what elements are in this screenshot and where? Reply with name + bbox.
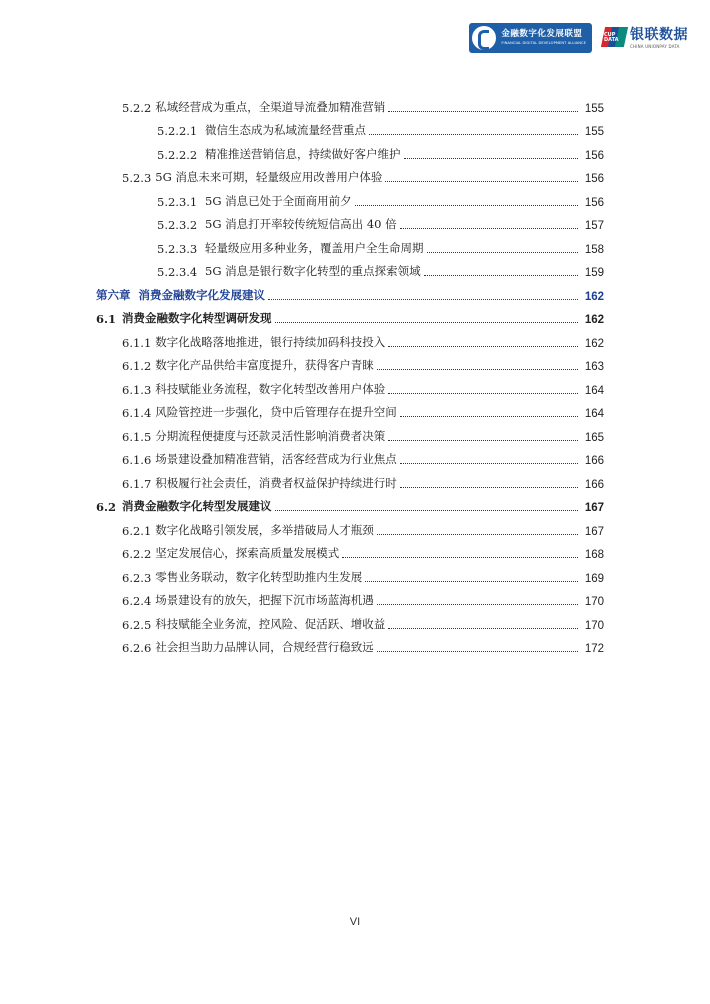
toc-entry-5-2-3[interactable] xyxy=(92,162,604,186)
fdda-logo-name: 金融数字化发展联盟 xyxy=(501,29,583,40)
toc-leader xyxy=(355,205,578,206)
fdda-logo-sub: FINANCIAL DIGITAL DEVELOPMENT ALLIANCE xyxy=(501,40,586,45)
toc-title: 消费金融数字化发展建议 xyxy=(138,287,265,302)
toc-title: 数字化战略落地推进，银行持续加码科技投入 xyxy=(155,334,386,349)
toc-leader xyxy=(400,416,578,417)
toc-title: 风险管控进一步强化，贷中后管理存在提升空间 xyxy=(155,405,397,419)
toc-number: 6.1.4 xyxy=(122,406,152,420)
toc-page: 164 xyxy=(584,408,604,420)
toc-leader xyxy=(388,111,578,112)
toc-leader xyxy=(388,440,578,441)
toc-number: 5.2.3 xyxy=(122,171,152,185)
toc-leader xyxy=(400,463,578,464)
toc-page: 168 xyxy=(584,549,604,561)
toc-page: 165 xyxy=(584,431,604,444)
toc-title: 数字化战略引领发展，多举措破局人才瓶颈 xyxy=(155,522,374,537)
toc-page: 156 xyxy=(584,173,604,185)
toc-leader xyxy=(342,557,578,558)
toc-title: 5G 消息是银行数字化转型的重点探索领域 xyxy=(205,264,421,278)
toc-page: 169 xyxy=(584,572,604,585)
toc-entry-6-2-1[interactable] xyxy=(92,514,604,538)
toc-number: 6.2.5 xyxy=(122,617,152,632)
toc-page: 163 xyxy=(584,361,604,373)
toc-leader xyxy=(400,487,578,488)
toc-number: 5.2.3.3 xyxy=(157,241,198,256)
toc-page: 159 xyxy=(584,267,604,279)
toc-entry-5-2-3-3[interactable] xyxy=(92,232,604,256)
toc-section-6-1[interactable] xyxy=(92,303,604,327)
toc-number: 6.2.4 xyxy=(122,594,152,608)
table-of-contents xyxy=(92,91,604,655)
toc-entry-5-2-3-4[interactable] xyxy=(92,256,604,280)
toc-leader xyxy=(377,369,578,370)
toc-number: 6.2.3 xyxy=(122,570,152,585)
toc-page: 166 xyxy=(584,478,604,491)
toc-entry-6-2-2[interactable] xyxy=(92,538,604,562)
toc-number: 6.2.2 xyxy=(122,547,152,561)
toc-leader xyxy=(369,134,578,135)
toc-entry-5-2-3-1[interactable] xyxy=(92,185,604,209)
toc-entry-6-2-5[interactable] xyxy=(92,608,604,632)
cupdata-logo-icon xyxy=(602,27,626,49)
toc-title: 5G 消息未来可期，轻量级应用改善用户体验 xyxy=(155,170,383,184)
toc-leader xyxy=(365,581,578,582)
toc-number: 5.2.2.1 xyxy=(157,124,198,138)
toc-number: 6.2 xyxy=(96,500,117,514)
toc-title: 5G 消息打开率较传统短信高出 40 倍 xyxy=(205,217,397,231)
toc-number: 5.2.2.2 xyxy=(157,147,198,162)
toc-leader xyxy=(385,181,578,182)
toc-number: 5.2.3.4 xyxy=(157,265,198,279)
toc-entry-6-2-6[interactable] xyxy=(92,632,604,656)
toc-page: 162 xyxy=(584,314,604,326)
toc-entry-6-2-4[interactable] xyxy=(92,585,604,609)
toc-page: 157 xyxy=(584,220,604,232)
toc-entry-6-1-2[interactable] xyxy=(92,350,604,374)
toc-leader xyxy=(377,651,578,652)
toc-entry-6-1-1[interactable] xyxy=(92,326,604,350)
toc-entry-6-1-5[interactable] xyxy=(92,420,604,444)
toc-title: 零售业务联动，数字化转型助推内生发展 xyxy=(155,569,363,584)
toc-page: 156 xyxy=(584,196,604,209)
toc-page: 172 xyxy=(584,643,604,655)
toc-leader xyxy=(275,322,578,323)
toc-title: 消费金融数字化转型调研发现 xyxy=(122,311,272,325)
toc-page: 166 xyxy=(584,455,604,467)
toc-title: 社会担当助力品牌认同，合规经营行稳致远 xyxy=(155,640,374,654)
toc-entry-6-1-3[interactable] xyxy=(92,373,604,397)
toc-entry-6-1-6[interactable] xyxy=(92,444,604,468)
toc-entry-6-2-3[interactable] xyxy=(92,561,604,585)
toc-number: 5.2.3.1 xyxy=(157,194,198,209)
toc-page: 167 xyxy=(584,502,604,514)
toc-entry-5-2-2-1[interactable] xyxy=(92,115,604,139)
toc-title: 场景建设叠加精准营销，活客经营成为行业焦点 xyxy=(155,452,397,466)
toc-leader xyxy=(424,275,578,276)
toc-leader xyxy=(388,346,578,347)
toc-title: 精准推送营销信息，持续做好客户维护 xyxy=(205,146,401,161)
toc-page: 170 xyxy=(584,619,604,632)
toc-number: 6.2.6 xyxy=(122,641,152,655)
cupdata-logo-name: 银联数据 xyxy=(630,26,688,43)
toc-page: 170 xyxy=(584,596,604,608)
toc-number: 6.1.5 xyxy=(122,429,152,444)
toc-title: 场景建设有的放矢，把握下沉市场蓝海机遇 xyxy=(155,593,374,607)
toc-number: 6.1.1 xyxy=(122,335,152,350)
toc-leader xyxy=(377,534,578,535)
toc-section-6-2[interactable] xyxy=(92,491,604,515)
toc-number: 6.1 xyxy=(96,312,117,326)
toc-page: 162 xyxy=(584,290,604,303)
toc-title: 积极履行社会责任，消费者权益保护持续进行时 xyxy=(155,475,397,490)
toc-leader xyxy=(404,158,579,159)
toc-title: 分期流程便捷度与还款灵活性影响消费者决策 xyxy=(155,428,386,443)
toc-entry-5-2-3-2[interactable] xyxy=(92,209,604,233)
toc-title: 私域经营成为重点，全渠道导流叠加精准营销 xyxy=(155,99,386,114)
cupdata-logo xyxy=(602,27,688,49)
toc-number: 5.2.2 xyxy=(122,100,152,115)
toc-title: 消费金融数字化转型发展建议 xyxy=(122,499,272,513)
toc-leader xyxy=(388,393,578,394)
toc-chapter-6[interactable] xyxy=(92,279,604,303)
header-logos xyxy=(469,22,688,54)
toc-number: 6.2.1 xyxy=(122,523,152,538)
toc-page: 167 xyxy=(584,525,604,538)
fdda-logo-icon xyxy=(472,26,496,50)
toc-page: 155 xyxy=(584,126,604,138)
toc-title: 数字化产品供给丰富度提升，获得客户青睐 xyxy=(155,358,374,372)
toc-leader xyxy=(388,628,578,629)
toc-page: 162 xyxy=(584,337,604,350)
page-number: VI xyxy=(349,916,361,928)
toc-number: 6.1.2 xyxy=(122,359,152,373)
toc-leader xyxy=(400,228,578,229)
toc-leader xyxy=(268,299,578,300)
toc-title: 科技赋能业务流程，数字化转型改善用户体验 xyxy=(155,381,386,396)
toc-title: 5G 消息已处于全面商用前夕 xyxy=(205,193,352,208)
toc-number: 第六章 xyxy=(96,287,131,302)
toc-leader xyxy=(275,510,578,511)
toc-title: 坚定发展信心，探索高质量发展模式 xyxy=(155,546,340,560)
toc-entry-6-1-4[interactable] xyxy=(92,397,604,421)
toc-number: 5.2.3.2 xyxy=(157,218,198,232)
toc-number: 6.1.6 xyxy=(122,453,152,467)
toc-title: 轻量级应用多种业务，覆盖用户全生命周期 xyxy=(205,240,424,255)
toc-page: 155 xyxy=(584,102,604,115)
cupdata-logo-sub: CHINA UNIONPAY DATA xyxy=(630,43,680,49)
toc-page: 156 xyxy=(584,149,604,162)
toc-page: 164 xyxy=(584,384,604,397)
toc-number: 6.1.3 xyxy=(122,382,152,397)
toc-title: 微信生态成为私域流量经营重点 xyxy=(205,123,366,137)
toc-page: 158 xyxy=(584,243,604,256)
toc-entry-6-1-7[interactable] xyxy=(92,467,604,491)
toc-entry-5-2-2-2[interactable] xyxy=(92,138,604,162)
toc-title: 科技赋能全业务流，控风险、促活跃、增收益 xyxy=(155,616,386,631)
toc-leader xyxy=(427,252,579,253)
cupdata-badge-text: CUP DATA xyxy=(604,32,619,43)
fdda-logo xyxy=(469,23,592,53)
toc-leader xyxy=(377,604,578,605)
toc-number: 6.1.7 xyxy=(122,476,152,491)
toc-entry-5-2-2[interactable] xyxy=(92,91,604,115)
